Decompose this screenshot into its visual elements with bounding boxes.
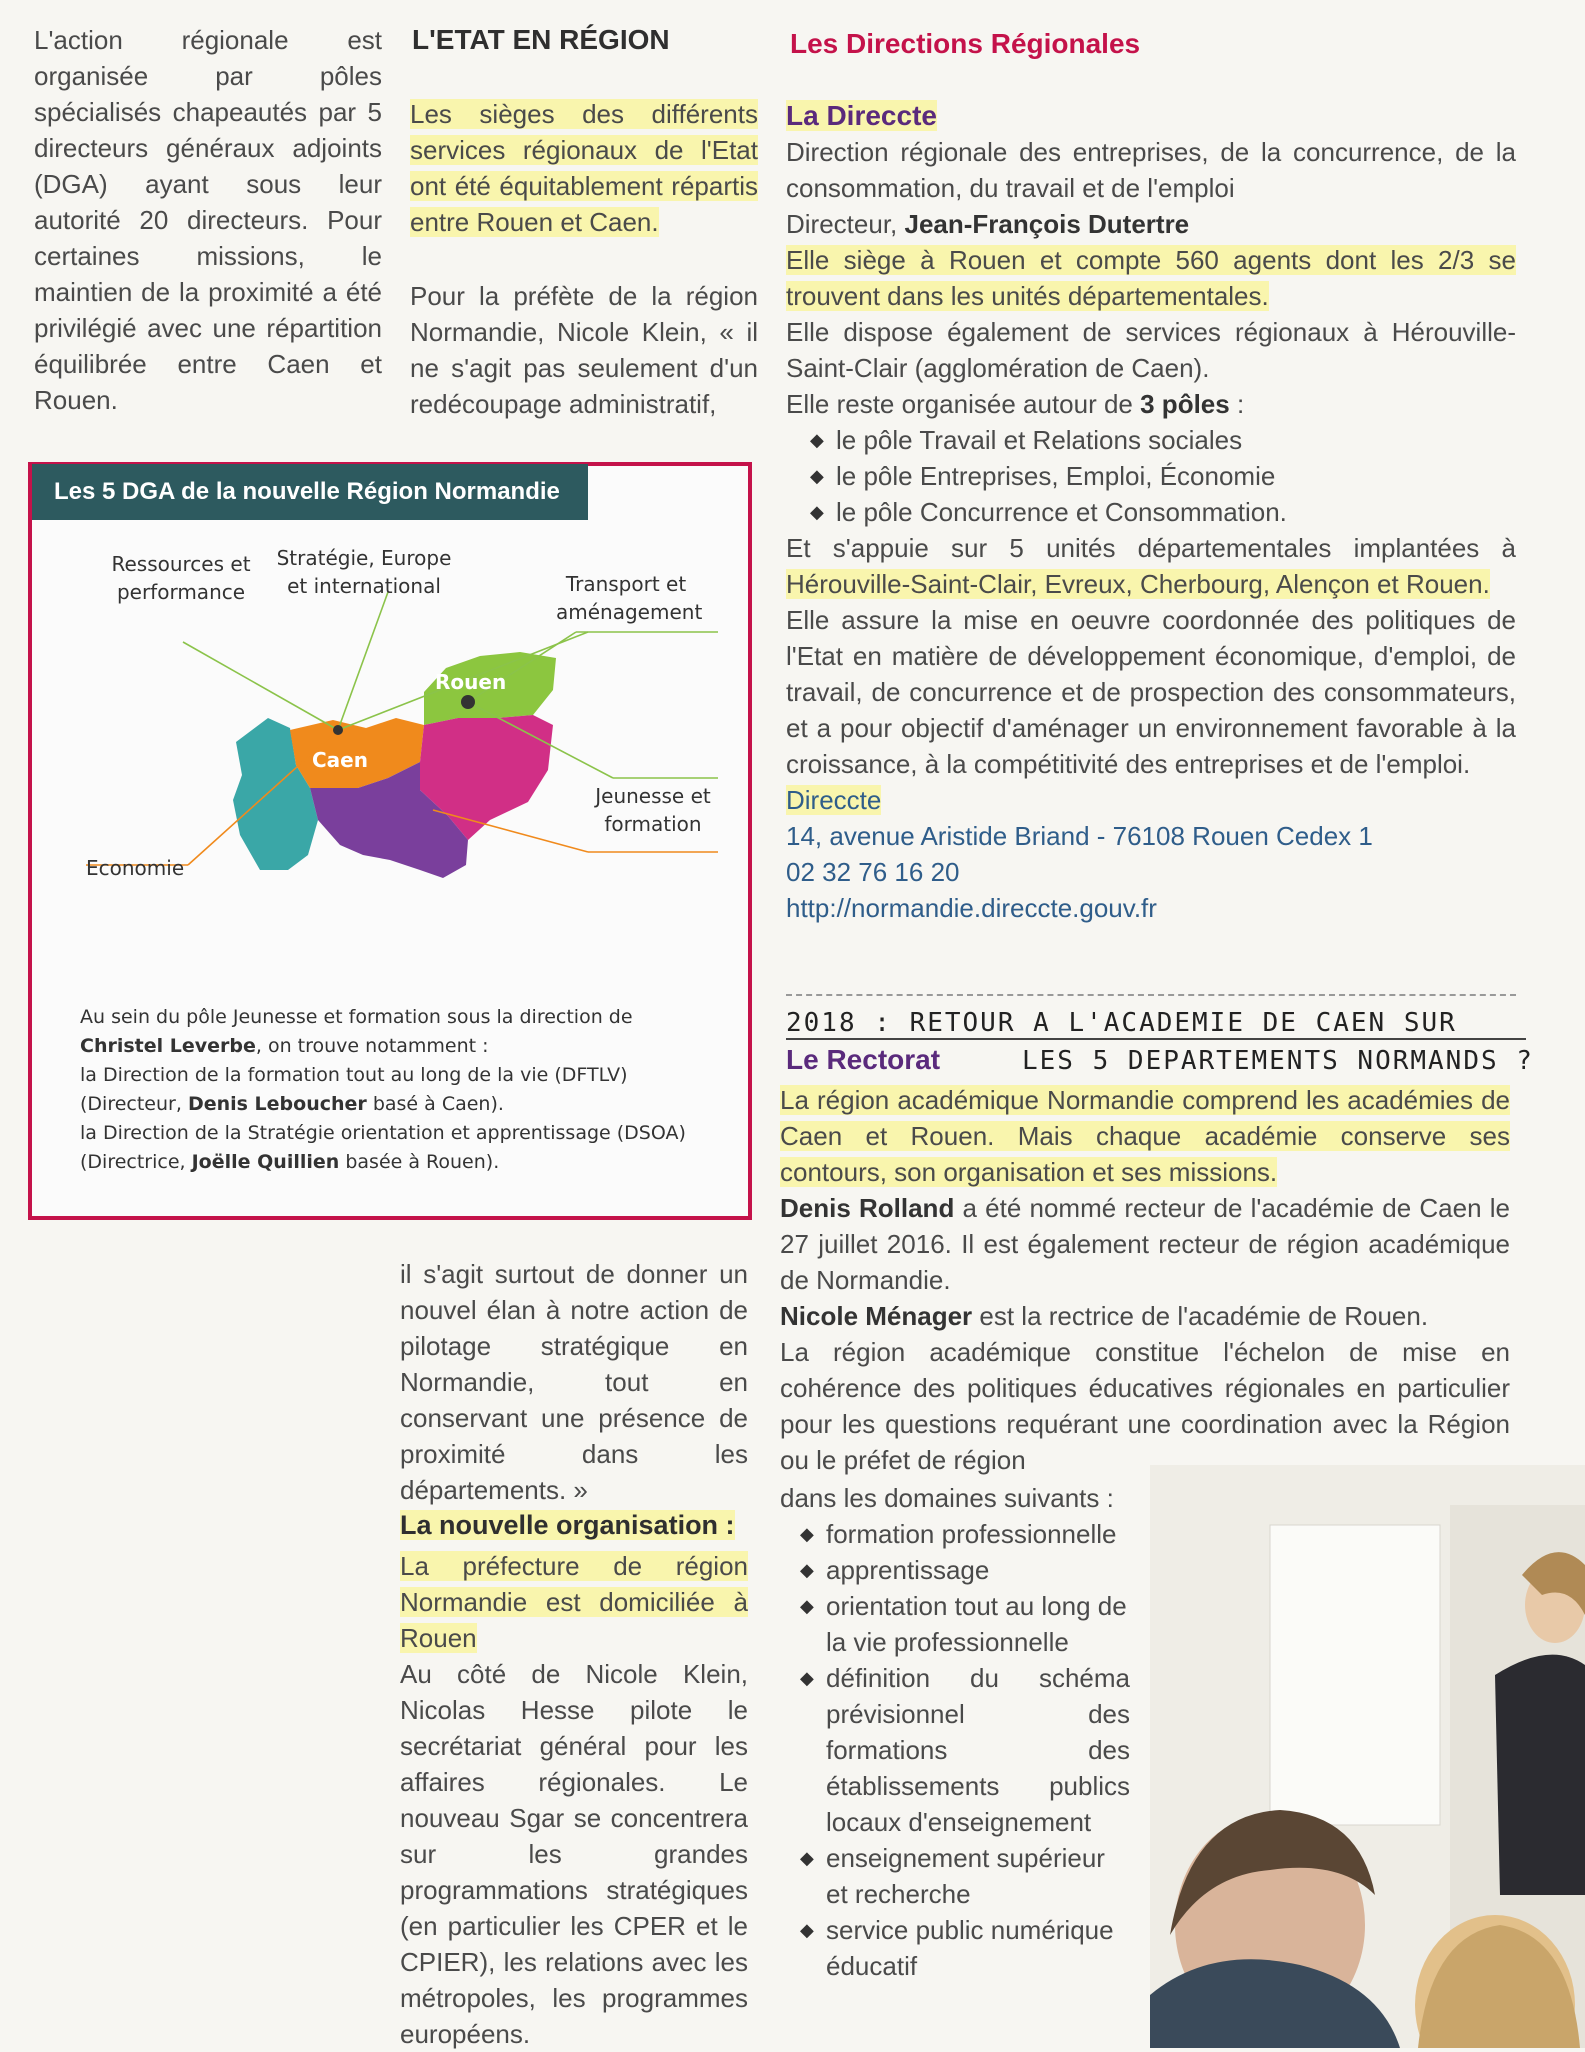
note-line4: [80, 1090, 730, 1119]
dga-title: Les 5 DGA de la nouvelle Région Normandie: [32, 464, 588, 520]
unites-pre: Et s'appuie sur 5 unités départementales implantées à: [786, 533, 1516, 563]
name-rolland: Denis Rolland: [780, 1193, 955, 1223]
poles-list: [810, 422, 1516, 530]
org-p2: Au côté de Nicole Klein, Nicolas Hesse pilote le secrétariat général pour les affaires régionales. Le nouveau Sgar se concentrera sur les grandes programmations stratégiques (en particulier les CPER et le CPIER), les relations avec les métropoles, les programmes européens.: [400, 1659, 748, 2049]
rectorat-rolland: [780, 1190, 1510, 1298]
directeur-name: Jean-François Dutertre: [904, 209, 1190, 239]
poles-bold: 3 pôles: [1140, 389, 1230, 419]
note-line4-post: basé à Caen).: [366, 1093, 504, 1115]
note-line2: [80, 1032, 730, 1061]
note-line5: la Direction de la Stratégie orientation et apprentissage (DSOA): [80, 1122, 686, 1144]
contact-address: 14, avenue Aristide Briand - 76108 Rouen Cedex 1: [786, 821, 1373, 851]
normandy-map: [28, 520, 752, 920]
poles-pre: Elle reste organisée autour de: [786, 389, 1141, 419]
list-item: ◆ définition du schéma prévisionnel des formations des établissements publics locaux d'enseignement: [800, 1660, 1130, 1840]
direccte-directeur: [786, 206, 1516, 242]
org-heading-wrap: [400, 1510, 750, 1541]
org-heading: La nouvelle organisation :: [400, 1510, 735, 1540]
rolland-text: a été nommé recteur de l'académie de Caen le 27 juillet 2016. Il est également recteur de région académique de Normandie.: [780, 1193, 1510, 1295]
rectorat-p1-text: La région académique Normandie comprend les académies de Caen et Rouen. Mais chaque académie conserve ses contours, son organisation et ses missions.: [780, 1085, 1510, 1187]
list-item: ◆ formation professionnelle: [800, 1516, 1130, 1552]
org-p1-text: La préfecture de région Normandie est domiciliée à Rouen: [400, 1551, 748, 1653]
domaines-block: [780, 1480, 1130, 1984]
poles-post: :: [1229, 389, 1245, 419]
domaines-list: [800, 1516, 1130, 1984]
label-rouen: Rouen: [435, 670, 507, 694]
etat-heading: L'ETAT EN RÉGION: [412, 24, 670, 55]
note-line6-pre: (Directrice,: [80, 1151, 192, 1173]
direccte-mission: Elle assure la mise en oeuvre coordonnée des politiques de l'Etat en matière de développement économique, d'emploi, de travail, de concurrence et de prospection des consommateurs, et a pour objectif d'aménager un environnement favorable à la croissance, à la compétitivité des entreprises et de l'emploi.: [786, 605, 1516, 779]
dashed-divider: [786, 994, 1516, 996]
direccte-siege: [786, 242, 1516, 314]
note-name-leverbe: Christel Leverbe: [80, 1035, 256, 1057]
rectorat-block: [780, 1082, 1510, 1478]
handwritten-note-2: LES 5 DEPARTEMENTS NORMANDS ?: [1022, 1046, 1534, 1076]
label-strategie: Stratégie, Europe et international: [276, 546, 452, 598]
col1-intro: L'action régionale est organisée par pôles spécialisés chapeautés par 5 directeurs généraux adjoints (DGA) ayant sous leur autorité 20 directeurs. Pour certaines missions, le maintien de la proximité a été privilégié avec une répartition équilibrée entre Caen et Rouen.: [34, 25, 382, 415]
direccte-siege-text: Elle siège à Rouen et compte 560 agents dont les 2/3 se trouvent dans les unités départementales.: [786, 245, 1516, 311]
note-name-leboucher: Denis Leboucher: [187, 1093, 367, 1115]
unites-hl: Hérouville-Saint-Clair, Evreux, Cherbourg, Alençon et Rouen.: [786, 569, 1490, 599]
etat-p1: [410, 96, 758, 240]
note-line1: Au sein du pôle Jeunesse et formation sous la direction de: [80, 1006, 633, 1028]
note-line6-post: basée à Rouen).: [339, 1151, 500, 1173]
domaines-intro: dans les domaines suivants :: [780, 1483, 1114, 1513]
label-economie: Economie: [86, 856, 185, 880]
contact-name: Direccte: [786, 785, 882, 815]
etat-p1-text: Les sièges des différents services régionaux de l'Etat ont été équitablement répartis entre Rouen et Caen.: [410, 99, 758, 237]
label-transport: Transport et aménagement: [556, 572, 703, 624]
directions-heading: Les Directions Régionales: [790, 28, 1141, 59]
direccte-name: Direction régionale des entreprises, de la concurrence, de la consommation, du travail et de l'emploi: [786, 137, 1516, 203]
direccte-unites: [786, 530, 1516, 602]
handwritten-note-1: 2018 : RETOUR A L'ACADEMIE DE CAEN SUR: [786, 1008, 1526, 1040]
note-name-quillien: Joëlle Quillien: [191, 1151, 340, 1173]
rectorat-echelon: La région académique constitue l'échelon de mise en cohérence des politiques éducatives régionales en particulier pour les questions requérant une coordination avec la Région ou le préfet de région: [780, 1337, 1510, 1475]
note-line4-pre: (Directeur,: [80, 1093, 188, 1115]
name-menager: Nicole Ménager: [780, 1301, 973, 1331]
label-jeunesse: Jeunesse et formation: [595, 784, 711, 836]
note-line3: la Direction de la formation tout au long de la vie (DFTLV): [80, 1064, 628, 1086]
label-caen: Caen: [312, 748, 368, 772]
rectorat-menager: [780, 1298, 1510, 1334]
directeur-pre: Directeur,: [786, 209, 905, 239]
label-ressources: Ressources et performance: [111, 552, 251, 604]
direccte-poles-intro: [786, 386, 1516, 422]
direccte-services: Elle dispose également de services régionaux à Hérouville-Saint-Clair (agglomération de Caen).: [786, 317, 1516, 383]
list-item: ◆ le pôle Travail et Relations sociales: [810, 422, 1516, 458]
list-item: ◆ le pôle Concurrence et Consommation.: [810, 494, 1516, 530]
list-item: ◆ le pôle Entreprises, Emploi, Économie: [810, 458, 1516, 494]
contact-url[interactable]: http://normandie.direccte.gouv.fr: [786, 893, 1157, 923]
etat-p3: il s'agit surtout de donner un nouvel élan à notre action de pilotage stratégique en Normandie, tout en conservant une présence de proximité dans les départements. »: [400, 1259, 748, 1505]
list-item: ◆ orientation tout au long de la vie professionnelle: [800, 1588, 1130, 1660]
list-item: ◆ enseignement supérieur et recherche: [800, 1840, 1130, 1912]
classroom-photo: [1150, 1465, 1585, 2048]
menager-text: est la rectrice de l'académie de Rouen.: [972, 1301, 1429, 1331]
contact-name-wrap: [786, 782, 1516, 818]
contact-phone: 02 32 76 16 20: [786, 857, 960, 887]
rectorat-p1: [780, 1082, 1510, 1190]
direccte-heading-wrap: [786, 98, 1516, 134]
classroom-photo-svg: [1150, 1465, 1585, 2048]
org-p1: [400, 1548, 748, 1656]
note-line2-post: , on trouve notamment :: [255, 1035, 489, 1057]
direccte-heading: La Direccte: [786, 100, 937, 131]
dga-note: [80, 1003, 730, 1177]
direccte-block: [786, 98, 1516, 926]
list-item: ◆ apprentissage: [800, 1552, 1130, 1588]
note-line6: [80, 1148, 730, 1177]
list-item: ◆ service public numérique éducatif: [800, 1912, 1130, 1984]
rectorat-heading: Le Rectorat: [786, 1044, 941, 1075]
etat-p2: Pour la préfète de la région Normandie, Nicole Klein, « il ne s'agit pas seulement d'un redécoupage administratif,: [410, 281, 758, 419]
